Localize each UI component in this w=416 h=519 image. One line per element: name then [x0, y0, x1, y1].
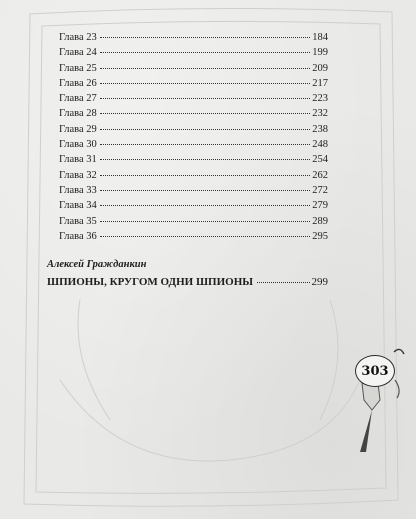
toc-entry[interactable] — [59, 152, 328, 167]
toc-entry-label: Глава 30 — [59, 139, 97, 151]
toc-entry[interactable] — [59, 198, 328, 213]
toc-entry-label: Глава 32 — [59, 169, 97, 181]
dot-leader — [100, 98, 310, 99]
page-number-badge: 303 — [355, 355, 395, 387]
dot-leader — [100, 83, 310, 84]
dot-leader — [100, 68, 310, 69]
story-page: 299 — [311, 276, 328, 288]
toc-entry-label: Глава 35 — [59, 215, 97, 227]
dot-leader — [100, 113, 310, 114]
dot-leader — [100, 144, 310, 145]
dot-leader — [100, 236, 310, 237]
dot-leader — [100, 205, 310, 206]
toc-entry[interactable] — [59, 106, 328, 121]
toc-entry-page: 199 — [312, 47, 328, 59]
dot-leader — [100, 190, 310, 191]
toc-entry[interactable] — [59, 30, 328, 45]
toc-entry[interactable] — [59, 229, 328, 244]
toc-entry[interactable] — [59, 137, 328, 152]
toc-entry-page: 217 — [312, 77, 328, 89]
toc-entry-page: 223 — [312, 93, 328, 105]
toc-entry-label: Глава 33 — [59, 184, 97, 196]
toc-entry[interactable] — [59, 45, 328, 60]
toc-entry-page: 289 — [312, 215, 328, 227]
dot-leader — [100, 175, 310, 176]
toc-entry-page: 238 — [312, 123, 328, 135]
toc-entry[interactable] — [59, 168, 328, 183]
toc-entry-label: Глава 24 — [59, 47, 97, 59]
dot-leader — [100, 159, 310, 160]
toc-entry[interactable] — [59, 91, 328, 106]
toc-entry-page: 295 — [312, 230, 328, 242]
toc-entry-page: 272 — [312, 184, 328, 196]
toc-entry-page: 248 — [312, 139, 328, 151]
toc-entry-page: 279 — [312, 200, 328, 212]
toc-entry[interactable] — [59, 214, 328, 229]
toc-entry-label: Глава 25 — [59, 62, 97, 74]
toc-entry-label: Глава 27 — [59, 93, 97, 105]
toc-entry-page: 184 — [312, 32, 328, 43]
story-title: ШПИОНЫ, КРУГОМ ОДНИ ШПИОНЫ — [47, 276, 254, 288]
toc-entry[interactable] — [59, 76, 328, 91]
toc-entry-page: 209 — [312, 62, 328, 74]
toc-entry-page: 254 — [312, 154, 328, 166]
toc-entry[interactable] — [59, 122, 328, 137]
toc-entry-label: Глава 29 — [59, 123, 97, 135]
toc-entry-label: Глава 31 — [59, 154, 97, 166]
dot-leader — [100, 129, 310, 130]
story-author: Алексей Гражданкин — [47, 259, 147, 270]
toc-entry-label: Глава 26 — [59, 77, 97, 89]
toc-entry-label: Глава 28 — [59, 108, 97, 120]
dot-leader — [100, 37, 310, 38]
toc-entry[interactable] — [59, 183, 328, 198]
dot-leader — [100, 221, 310, 222]
dot-leader — [100, 52, 310, 53]
toc-entry[interactable] — [59, 61, 328, 76]
toc-entry-label: Глава 23 — [59, 32, 97, 43]
dot-leader — [257, 282, 309, 283]
table-of-contents — [59, 30, 328, 244]
toc-entry-page: 262 — [312, 169, 328, 181]
toc-entry-label: Глава 36 — [59, 230, 97, 242]
story-entry[interactable] — [47, 275, 328, 289]
toc-entry-label: Глава 34 — [59, 200, 97, 212]
toc-entry-page: 232 — [312, 108, 328, 120]
